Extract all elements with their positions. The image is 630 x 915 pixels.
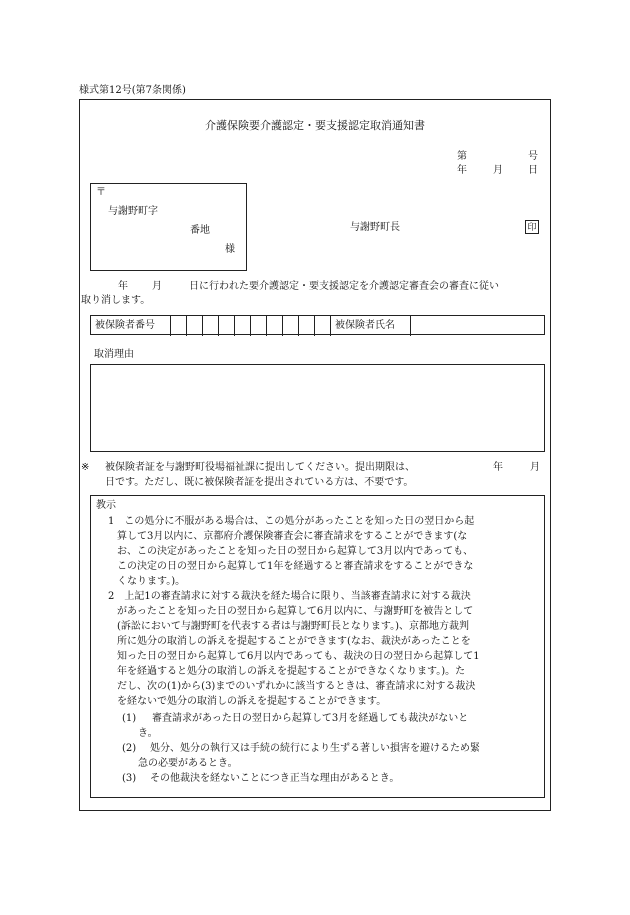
- instruction-line: この決定の日の翌日から起算して1年を経過すると審査請求をすることができな: [117, 561, 474, 572]
- insured-number-label: 被保険者番号: [91, 316, 171, 336]
- insured-number-cell: [283, 316, 299, 336]
- issuer-name: 与謝野町長: [350, 222, 400, 233]
- instruction-line: があったことを知った日の翌日から起算して6月以内に、与謝野町を被告として: [117, 606, 474, 617]
- sub-item-line: 処分、処分の執行又は手続の続行により生ずる著しい損害を避けるため緊: [150, 743, 480, 754]
- instruction-line: くなります。)。: [117, 576, 186, 587]
- sub-item-line: 審査請求があった日の翌日から起算して3月を経過しても裁決がないと: [152, 713, 469, 724]
- sub-item-line: その他裁決を経ないことにつき正当な理由があるとき。: [150, 773, 400, 784]
- instruction-line: 1 この処分に不服がある場合は、この処分があったことを知った日の翌日から起: [108, 516, 475, 527]
- reason-label: 取消理由: [94, 349, 134, 360]
- instruction-line: 2 上記1の審査請求に対する裁決を経た場合に限り、当該審査請求に対する裁決: [108, 591, 471, 602]
- instruction-line: だし、次の(1)から(3)までのいずれかに該当するときは、審査請求に対する裁決: [117, 681, 476, 692]
- instruction-line: を経ないで処分の取消しの訴えを提起することができます。: [117, 696, 387, 707]
- instruction-line: (訴訟において与謝野町を代表する者は与謝野町長となります。)、京都地方裁判: [117, 621, 470, 632]
- sub-item-line: 急の必要があるとき。: [138, 758, 238, 769]
- address-honorific: 様: [225, 244, 235, 255]
- insured-number-cell: [267, 316, 283, 336]
- sub-item-number: (2): [122, 743, 137, 754]
- instruction-line: 知った日の翌日から起算して6月以内であっても、裁決の日の翌日から起算して1: [117, 651, 480, 662]
- document-title: 介護保険要介護認定・要支援認定取消通知書: [205, 119, 425, 132]
- issue-number-prefix: 第: [457, 151, 467, 162]
- remark-year: 年: [493, 462, 503, 473]
- instruction-line: 年を経過すると処分の取消しの訴えを提起することができなくなります。)。た: [117, 666, 466, 677]
- notice-year: 年: [118, 281, 128, 292]
- instruction-line: 所に処分の取消しの訴えを提起することができます(なお、裁決があったことを: [117, 636, 471, 647]
- insured-number-cell: [203, 316, 219, 336]
- sub-item-number: (3): [122, 773, 137, 784]
- notice-line2: 取り消します。: [81, 295, 151, 306]
- insured-row: [90, 315, 545, 335]
- issue-date-day: 日: [528, 165, 538, 176]
- notice-line1: 日に行われた要介護認定・要支援認定を介護認定審査会の審査に従い: [189, 281, 499, 292]
- insured-number-cell: [235, 316, 251, 336]
- remark-line2: 日です。ただし、既に被保険者証を提出されている方は、不要です。: [105, 477, 414, 488]
- insured-name-label: 被保険者氏名: [331, 316, 411, 336]
- issue-date-year: 年: [457, 165, 467, 176]
- remark-month: 月: [530, 462, 540, 473]
- insured-number-cell: [299, 316, 315, 336]
- remark-mark: ※: [81, 462, 90, 473]
- instruction-heading: 教示: [96, 500, 116, 511]
- instruction-line: お、この決定があったことを知った日の翌日から起算して3月以内であっても、: [117, 546, 474, 557]
- notice-month: 月: [152, 281, 162, 292]
- issue-number-suffix: 号: [528, 151, 538, 162]
- insured-number-cell: [251, 316, 267, 336]
- remark-line1: 被保険者証を与謝野町役場福祉課に提出してください。提出期限は、: [105, 462, 415, 473]
- insured-number-cell: [315, 316, 331, 336]
- seal-mark: 印: [525, 220, 539, 234]
- form-number: 様式第12号(第7条関係): [79, 85, 186, 96]
- insured-number-cell: [171, 316, 187, 336]
- address-town: 与謝野町字: [108, 206, 158, 217]
- issue-date-month: 月: [493, 165, 503, 176]
- address-box: [90, 183, 247, 271]
- insured-number-cell: [219, 316, 235, 336]
- postal-mark: 〒: [96, 187, 106, 198]
- reason-box: [90, 364, 545, 452]
- insured-number-cell: [187, 316, 203, 336]
- insured-name-cell: [411, 316, 544, 336]
- instruction-line: 算して3月以内に、京都府介護保険審査会に審査請求をすることができます(な: [117, 531, 468, 542]
- sub-item-line: き。: [138, 728, 158, 739]
- sub-item-number: (1): [122, 713, 137, 724]
- address-lot: 番地: [190, 225, 210, 236]
